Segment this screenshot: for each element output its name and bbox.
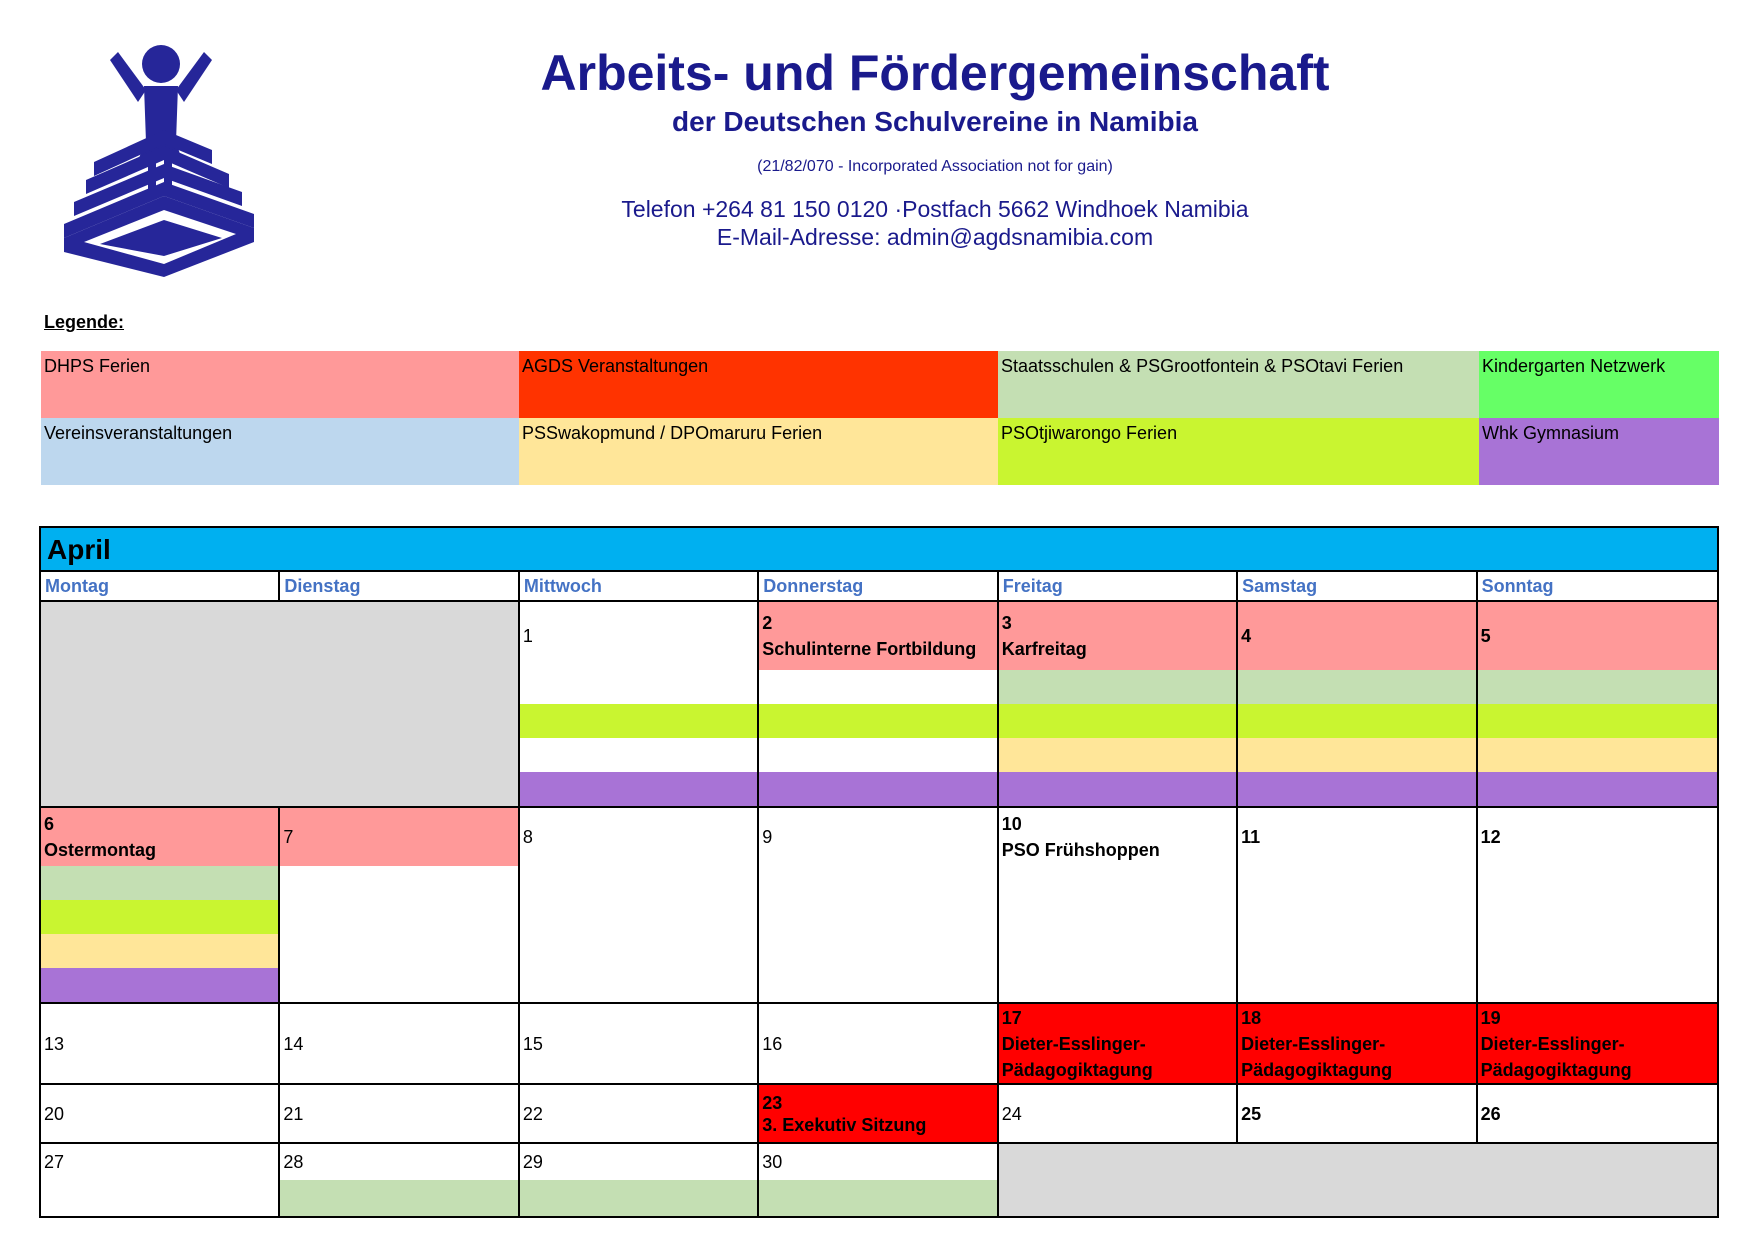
day-cell-12 xyxy=(1478,808,1717,1004)
day-number: 22 xyxy=(522,1103,543,1124)
day-cell-27 xyxy=(41,1144,280,1216)
legend-item-dhps-ferien: DHPS Ferien xyxy=(41,351,519,418)
event-label: PSO Frühshoppen xyxy=(1001,840,1160,860)
day-cell-18 xyxy=(1238,1004,1477,1085)
day-cell-24 xyxy=(999,1085,1238,1144)
day-cell-13 xyxy=(41,1004,280,1085)
day-number: 4 xyxy=(1241,626,1252,646)
strip-psswakopmund xyxy=(999,738,1236,772)
strip-psotjiwarongo xyxy=(1238,704,1475,738)
day-cell-14 xyxy=(280,1004,519,1085)
legend-item-psswakopmund-ferien: PSSwakopmund / DPOmaruru Ferien xyxy=(519,418,998,485)
weekday-mittwoch: Mittwoch xyxy=(520,572,759,602)
day-number: 12 xyxy=(1480,827,1501,847)
day-number: 17 xyxy=(1001,1007,1022,1028)
day-cell-8 xyxy=(520,808,759,1004)
legend xyxy=(41,351,1719,485)
event-label: Schulinterne Fortbildung xyxy=(762,639,977,659)
strip-whk-gymnasium xyxy=(759,772,996,806)
strip-white xyxy=(759,738,996,772)
event-label: Karfreitag xyxy=(1001,639,1087,659)
day-number: 10 xyxy=(1001,814,1022,834)
strip-staatsschulen xyxy=(41,866,278,900)
weekday-samstag: Samstag xyxy=(1238,572,1477,602)
day-number: 8 xyxy=(522,827,533,847)
legend-title: Legende: xyxy=(44,312,125,332)
day-number: 25 xyxy=(1241,1103,1262,1124)
day-number: 23 xyxy=(762,1092,783,1113)
event-label: 3. Exekutiv Sitzung xyxy=(762,1114,927,1135)
phone-address-line: Telefon +264 81 150 0120 ·Postfach 5662 Windhoek Namibia xyxy=(621,196,1249,222)
strip-staatsschulen xyxy=(1238,670,1475,704)
day-number: 20 xyxy=(44,1103,65,1124)
event-label: Dieter-Esslinger-Pädagogiktagung xyxy=(1241,1033,1393,1080)
calendar-april xyxy=(39,526,1719,1218)
day-number: 26 xyxy=(1480,1103,1501,1124)
agds-logo xyxy=(64,42,264,277)
strip-staatsschulen xyxy=(1478,670,1717,704)
strip-psotjiwarongo xyxy=(520,704,757,738)
strip-white xyxy=(759,670,996,704)
strip-staatsschulen xyxy=(759,1180,996,1216)
day-number: 16 xyxy=(762,1033,783,1054)
empty-cell xyxy=(999,1144,1717,1216)
day-number: 19 xyxy=(1480,1007,1501,1028)
day-cell-11 xyxy=(1238,808,1477,1004)
legend-item-whk-gymnasium: Whk Gymnasium xyxy=(1479,418,1719,485)
strip-whk-gymnasium xyxy=(1238,772,1475,806)
strip-psswakopmund xyxy=(1478,738,1717,772)
strip-psotjiwarongo xyxy=(41,900,278,934)
weekday-montag: Montag xyxy=(41,572,280,602)
strip-psswakopmund xyxy=(41,934,278,968)
day-number: 21 xyxy=(283,1103,304,1124)
strip-psotjiwarongo xyxy=(759,704,996,738)
strip-whk-gymnasium xyxy=(41,968,278,1002)
day-cell-21 xyxy=(280,1085,519,1144)
empty-cell xyxy=(41,602,520,808)
day-cell-7 xyxy=(280,808,519,1004)
strip-psotjiwarongo xyxy=(1478,704,1717,738)
strip-white xyxy=(520,670,757,704)
day-number: 11 xyxy=(1241,827,1261,847)
day-number: 24 xyxy=(1001,1103,1022,1124)
day-cell-19 xyxy=(1478,1004,1717,1085)
day-cell-3 xyxy=(999,602,1238,808)
event-label: Dieter-Esslinger-Pädagogiktagung xyxy=(1480,1033,1632,1080)
day-cell-30 xyxy=(759,1144,998,1216)
day-cell-25 xyxy=(1238,1085,1477,1144)
month-header: April xyxy=(41,528,1717,572)
day-cell-6 xyxy=(41,808,280,1004)
strip-whk-gymnasium xyxy=(520,772,757,806)
day-number: 28 xyxy=(283,1152,304,1172)
legend-item-psotjiwarongo-ferien: PSOtjiwarongo Ferien xyxy=(998,418,1479,485)
day-number: 3 xyxy=(1001,613,1012,633)
strip-white xyxy=(520,738,757,772)
strip-whk-gymnasium xyxy=(1478,772,1717,806)
day-number: 5 xyxy=(1480,626,1491,646)
weekday-donnerstag: Donnerstag xyxy=(759,572,998,602)
strip-white xyxy=(280,866,517,1002)
day-cell-23 xyxy=(759,1085,998,1144)
day-number: 1 xyxy=(522,626,533,646)
day-cell-26 xyxy=(1478,1085,1717,1144)
strip-whk-gymnasium xyxy=(999,772,1236,806)
day-cell-9 xyxy=(759,808,998,1004)
strip-staatsschulen xyxy=(520,1180,757,1216)
legend-item-agds-veranstaltungen: AGDS Veranstaltungen xyxy=(519,351,998,418)
day-number: 15 xyxy=(522,1033,543,1054)
weekday-dienstag: Dienstag xyxy=(280,572,519,602)
email-line: E-Mail-Adresse: admin@agdsnamibia.com xyxy=(716,224,1154,250)
day-cell-5 xyxy=(1478,602,1717,808)
weekday-freitag: Freitag xyxy=(999,572,1238,602)
day-cell-16 xyxy=(759,1004,998,1085)
day-number: 27 xyxy=(44,1152,65,1172)
organization-title: Arbeits- und Fördergemeinschaft xyxy=(540,45,1330,101)
day-cell-29 xyxy=(520,1144,759,1216)
day-cell-4 xyxy=(1238,602,1477,808)
day-number: 14 xyxy=(283,1033,304,1054)
registration-number: (21/82/070 - Incorporated Association not for gain) xyxy=(757,158,1113,175)
strip-psswakopmund xyxy=(1238,738,1475,772)
legend-item-kindergarten-netzwerk: Kindergarten Netzwerk xyxy=(1479,351,1719,418)
organization-subtitle: der Deutschen Schulvereine in Namibia xyxy=(672,106,1198,137)
day-cell-22 xyxy=(520,1085,759,1144)
day-cell-2 xyxy=(759,602,998,808)
legend-item-vereinsveranstaltungen: Vereinsveranstaltungen xyxy=(41,418,519,485)
day-cell-17 xyxy=(999,1004,1238,1085)
day-cell-15 xyxy=(520,1004,759,1085)
legend-item-staatsschulen-ferien: Staatsschulen & PSGrootfontein & PSOtavi Ferien xyxy=(998,351,1479,418)
day-number: 7 xyxy=(283,827,294,847)
day-number: 6 xyxy=(44,814,55,834)
day-number: 9 xyxy=(762,827,773,847)
day-number: 2 xyxy=(762,613,773,633)
day-cell-28 xyxy=(280,1144,519,1216)
day-cell-20 xyxy=(41,1085,280,1144)
day-number: 30 xyxy=(762,1152,783,1172)
event-label: Ostermontag xyxy=(44,840,157,860)
strip-psotjiwarongo xyxy=(999,704,1236,738)
weekday-sonntag: Sonntag xyxy=(1478,572,1717,602)
day-number: 29 xyxy=(522,1152,543,1172)
day-cell-1 xyxy=(520,602,759,808)
day-number: 13 xyxy=(44,1033,65,1054)
event-label: Dieter-Esslinger-Pädagogiktagung xyxy=(1001,1033,1153,1080)
day-number: 18 xyxy=(1241,1007,1262,1028)
day-cell-10 xyxy=(999,808,1238,1004)
strip-staatsschulen xyxy=(999,670,1236,704)
strip-staatsschulen xyxy=(280,1180,517,1216)
